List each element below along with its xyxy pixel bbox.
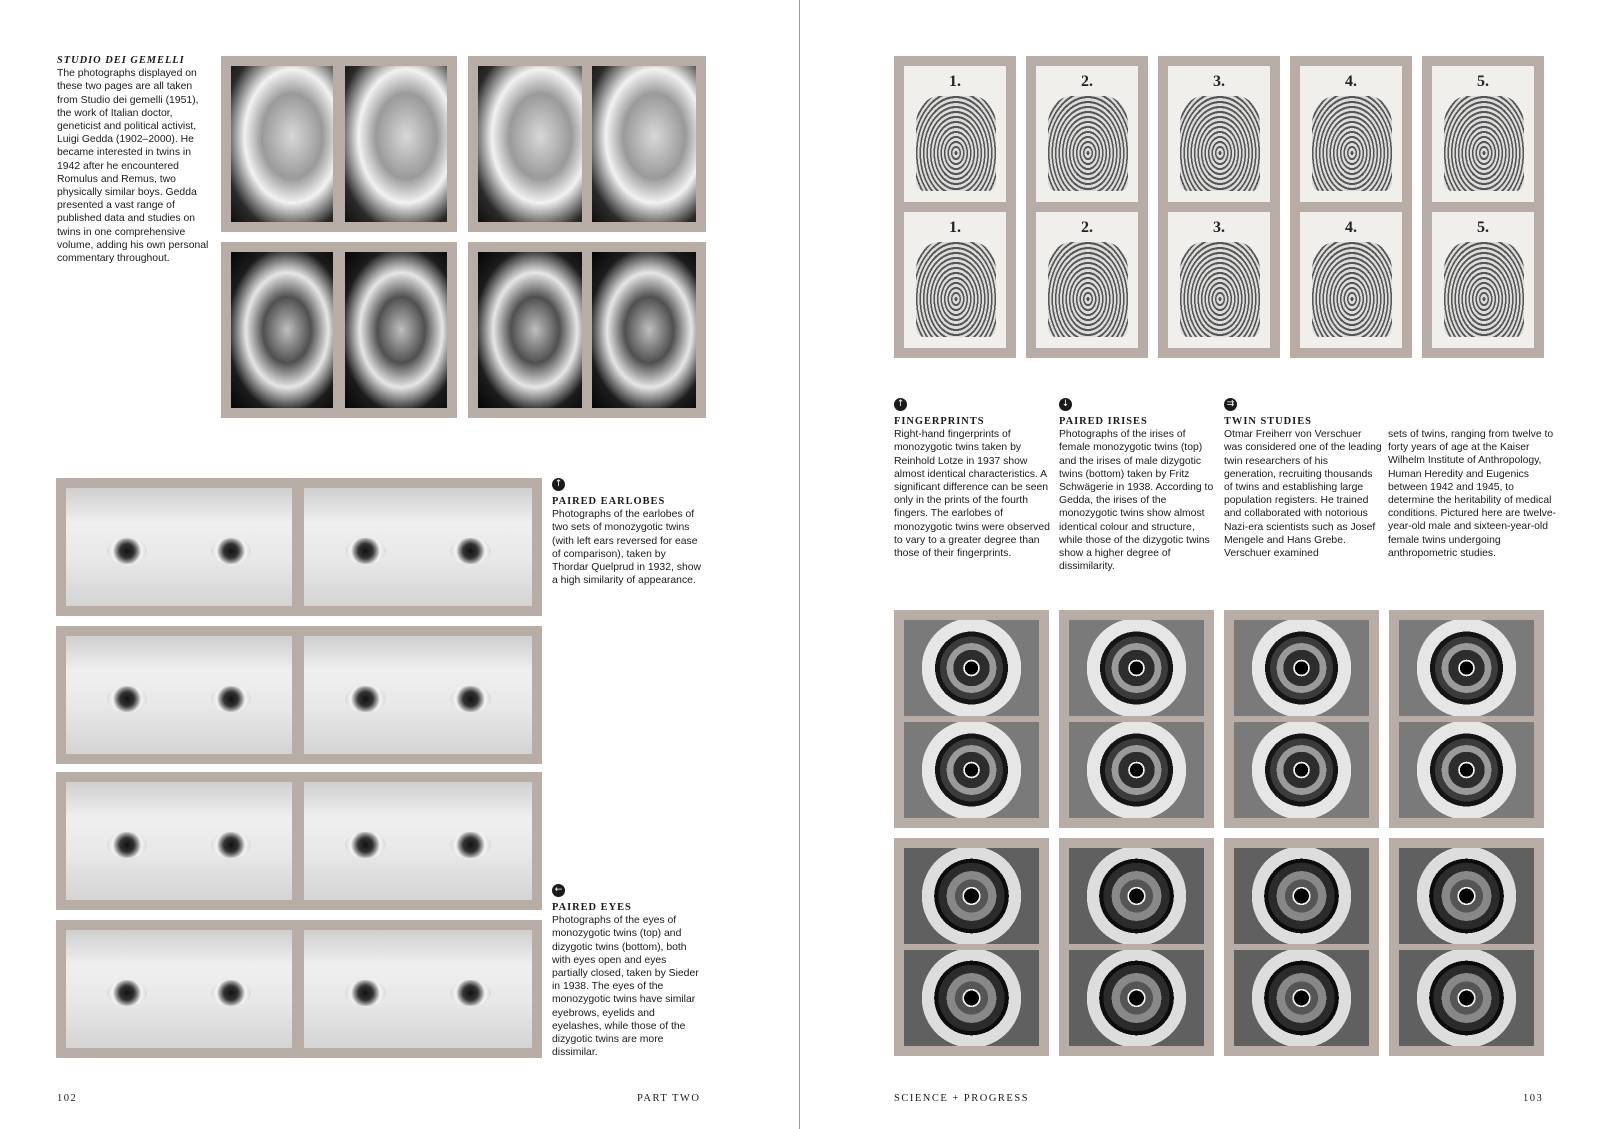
earlobes-caption (552, 478, 702, 587)
fingerprint-photo (1036, 212, 1138, 348)
iris-frame (1059, 610, 1214, 828)
fingerprint-mark (1444, 96, 1524, 191)
fingerprint-photo (1300, 212, 1402, 348)
eyes-heading: PAIRED EYES (552, 902, 632, 913)
iris-photo (904, 722, 1039, 818)
earlobes-heading: PAIRED EARLOBES (552, 496, 666, 507)
eyes-photo (66, 930, 292, 1048)
fingerprint-photo (1432, 66, 1534, 202)
fingerprint-number: 2. (1081, 218, 1093, 236)
eyes-frame-1 (56, 478, 542, 616)
fingerprint-photo (904, 66, 1006, 202)
fingerprint-number: 5. (1477, 218, 1489, 236)
arrow-up-icon: ↑ (552, 478, 565, 491)
ear-frame-3 (221, 242, 457, 418)
eyes-photo (66, 636, 292, 754)
intro-body: The photographs displayed on these two pages are all taken from Studio dei gemelli (1951), the work of Italian doctor, geneticist and political activist, Luigi Gedda (1902–2000). He became interested in twins in 1942 after he encountered Romulus and Remus, two physically similar boys. Gedda presented a vast range of published data and studies on twins in one comprehensive volume, adding his own personal commentary throughout. (57, 68, 209, 265)
ear-frame-4 (468, 242, 706, 418)
fingerprint-mark (916, 242, 996, 337)
arrow-up-icon: ↑ (894, 398, 907, 411)
fingerprint-mark (1312, 96, 1392, 191)
fingerprint-number: 1. (949, 72, 961, 90)
fingerprint-frame-4 (1290, 56, 1412, 358)
ear-photo (231, 252, 333, 408)
fingerprint-mark (1312, 242, 1392, 337)
irises-caption (1059, 398, 1217, 573)
iris-frame (894, 610, 1049, 828)
eyes-photo (304, 782, 532, 900)
eyes-caption (552, 884, 702, 1059)
twin-studies-body-2: sets of twins, ranging from twelve to forty years of age at the Kaiser Wilhelm Institute of Anthropology, Human Heredity and Eugenics between 1942 and 1945, to determine the heritability of medical conditions. Pictured here are twelve-year-old male and sixteen-year-old female twins undergoing anthropometric studies. (1388, 429, 1557, 559)
fingerprint-number: 2. (1081, 72, 1093, 90)
fingerprints-heading: FINGERPRINTS (894, 416, 985, 427)
eyes-body: Photographs of the eyes of monozygotic twins (top) and dizygotic twins (bottom), both with eyes open and eyes partially closed, taken by Sieder in 1938. The eyes of the monozygotic twins have similar eyebrows, eyelids and eyelashes, while those of the dizygotic twins are more dissimilar. (552, 915, 699, 1059)
right-running-head: SCIENCE + PROGRESS (894, 1093, 1030, 1104)
ear-frame-1 (221, 56, 457, 232)
iris-photo (1069, 950, 1204, 1046)
eyes-photo (304, 930, 532, 1048)
ear-frame-2 (468, 56, 706, 232)
fingerprint-mark (1444, 242, 1524, 337)
fingerprint-frame-1 (894, 56, 1016, 358)
iris-photo (1069, 848, 1204, 944)
right-page-number: 103 (1523, 1093, 1544, 1104)
fingerprints-body: Right-hand fingerprints of monozygotic twins taken by Reinhold Lotze in 1937 show almost identical characteristics. A significant difference can be seen only in the prints of the fourth fingers. The earlobes of monozygotic twins were observed to vary to a greater degree than those of their fingerprints. (894, 429, 1050, 560)
eyes-photo (304, 636, 532, 754)
iris-photo (904, 848, 1039, 944)
fingerprint-number: 1. (949, 218, 961, 236)
iris-photo (1234, 620, 1369, 716)
fingerprint-number: 3. (1213, 72, 1225, 90)
twin-studies-caption-cont (1388, 428, 1558, 560)
arrow-left-icon: ← (552, 884, 565, 897)
iris-frame (894, 838, 1049, 1056)
fingerprint-photo (1036, 66, 1138, 202)
book-spine (799, 0, 800, 1129)
fingerprint-number: 5. (1477, 72, 1489, 90)
twin-studies-heading: TWIN STUDIES (1224, 416, 1312, 427)
iris-photo (1069, 620, 1204, 716)
eyes-frame-3 (56, 772, 542, 910)
fingerprint-number: 4. (1345, 72, 1357, 90)
fingerprint-frame-2 (1026, 56, 1148, 358)
left-page-number: 102 (57, 1093, 78, 1104)
left-running-head: PART TWO (637, 1093, 701, 1104)
arrow-right-icon: ⇉ (1224, 398, 1237, 411)
fingerprint-number: 3. (1213, 218, 1225, 236)
twin-studies-body-1: Otmar Freiherr von Verschuer was considered one of the leading twin researchers of his generation, recruiting thousands of twins and establishing large population registers. He trained and collaborated with notorious Nazi-era scientists such as Josef Mengele and Hans Grebe. Verschuer examined (1224, 429, 1382, 560)
fingerprint-mark (1180, 242, 1260, 337)
ear-photo (345, 66, 447, 222)
twin-studies-caption (1224, 398, 1382, 560)
earlobes-body: Photographs of the earlobes of two sets of monozygotic twins (with left ears reversed for ease of comparison), taken by Thordar Quelprud in 1932, show a high similarity of appearance. (552, 509, 702, 587)
iris-photo (1399, 950, 1534, 1046)
ear-photo (592, 66, 696, 222)
iris-frame (1389, 838, 1544, 1056)
iris-frame (1224, 610, 1379, 828)
fingerprint-frame-5 (1422, 56, 1544, 358)
ear-photo (478, 252, 582, 408)
fingerprint-photo (1300, 66, 1402, 202)
fingerprint-number: 4. (1345, 218, 1357, 236)
fingerprint-photo (1168, 212, 1270, 348)
iris-photo (1234, 950, 1369, 1046)
fingerprint-photo (904, 212, 1006, 348)
fingerprint-photo (1432, 212, 1534, 348)
fingerprint-mark (1048, 242, 1128, 337)
iris-photo (904, 620, 1039, 716)
intro-text-block (57, 54, 212, 265)
iris-photo (1399, 848, 1534, 944)
ear-photo (592, 252, 696, 408)
iris-photo (1069, 722, 1204, 818)
fingerprint-mark (1048, 96, 1128, 191)
iris-frame (1059, 838, 1214, 1056)
intro-heading: STUDIO DEI GEMELLI (57, 55, 185, 66)
eyes-frame-4 (56, 920, 542, 1058)
iris-photo (1234, 848, 1369, 944)
ear-photo (478, 66, 582, 222)
fingerprint-mark (916, 96, 996, 191)
fingerprint-photo (1168, 66, 1270, 202)
iris-photo (1399, 620, 1534, 716)
irises-body: Photographs of the irises of female monozygotic twins (top) and the irises of male dizygotic twins (bottom) taken by Fritz Schwägerie in 1938. According to Gedda, the irises of the monozygotic twins show almost identical colour and structure, while those of the dizygotic twins show a higher degree of dissimilarity. (1059, 429, 1214, 573)
iris-photo (904, 950, 1039, 1046)
iris-photo (1399, 722, 1534, 818)
arrow-down-icon: ↓ (1059, 398, 1072, 411)
fingerprints-caption (894, 398, 1052, 560)
eyes-photo (66, 782, 292, 900)
fingerprint-frame-3 (1158, 56, 1280, 358)
iris-photo (1234, 722, 1369, 818)
ear-photo (345, 252, 447, 408)
fingerprint-mark (1180, 96, 1260, 191)
eyes-photo (66, 488, 292, 606)
iris-frame (1389, 610, 1544, 828)
eyes-frame-2 (56, 626, 542, 764)
iris-frame (1224, 838, 1379, 1056)
ear-photo (231, 66, 333, 222)
irises-heading: PAIRED IRISES (1059, 416, 1148, 427)
eyes-photo (304, 488, 532, 606)
